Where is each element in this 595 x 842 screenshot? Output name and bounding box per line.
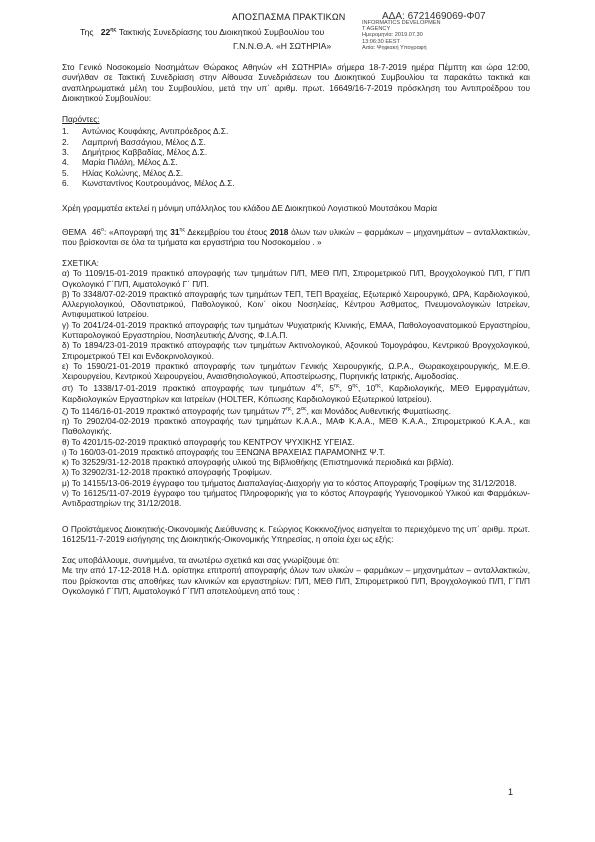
reference-item: ι) Το 160/03-01-2019 πρακτικό απογραφής του ΞΕΝΩΝΑ ΒΡΑΧΕΙΑΣ ΠΑΡΑΜΟΝΗΣ Ψ.Τ. — [62, 446, 386, 457]
stamp-line: Αιτία: Ψηφιακή Υπογραφή — [362, 44, 427, 51]
intro-paragraph: Στο Γενικό Νοσοκομείο Νοσημάτων Θώρακος Αθηνών «Η ΣΩΤΗΡΙΑ» σήμερα 18-7-2019 ημέρα Πέμπτη και ώρα 12:00, συνήλθαν σε Τακτική Συνεδρίαση στην Αίθουσα Συνεδριάσεων του Διοικητικού Συμβουλίου τα παρακάτω τακτικά και αναπληρωματικά μέλη του Συμβουλίου, μετά την υπ΄ αριθμ. πρωτ. 16649/16-7-2019 πρόσκληση του Αντιπροέδρου του Διοικητικού Συμβουλίου: — [62, 62, 530, 103]
reference-item: κ) Το 32529/31-12-2018 πρακτικό απογραφής υλικού της Βιβλιοθήκης (Επιστημονικά περιοδικά και βιβλία). — [62, 457, 454, 468]
stamp-line: 13:06:30 EEST — [362, 38, 400, 45]
director-paragraph: Ο Προϊστάμενος Διοικητικής-Οικονομικής Διεύθυνσης κ. Γεώργιος Κοκκινοζήνος εισηγείται το περιεχόμενο της υπ΄ αριθμ. πρωτ. 16125/11-7-2019 εισήγησης της Διοικητικής-Οικονομικής Υπηρεσίας, η οποία έχει ως εξής: — [62, 523, 530, 544]
list-item: 3. Δημήτριος Καββαδίας, Μέλος Δ.Σ. — [62, 147, 208, 158]
present-title: Παρόντες: — [62, 114, 100, 125]
list-item: 2. Λαμπρινή Βασσάγιου, Μέλος Δ.Σ. — [62, 136, 206, 147]
reference-item: ν) Το 16125/11-07-2019 έγγραφο του τμήματος Πληροφορικής για το κόστος Απογραφής Υγειονομικού Υλικού και Φαρμάκων- Αντιδραστηρίων της 31/12/2018. — [62, 487, 530, 509]
closing-body: Με την από 17-12-2018 Η.Δ. ορίστηκε επιτροπή απογραφής όλων των υλικών – φαρμάκων – μηχανημάτων – ανταλλακτικών, που βρίσκονται στις αποθήκες των κλινικών και εργαστηρίων: Π/Π, ΜΕΘ Π/Π, Σπιρομετρικού Π/Π, Βρογχολογικού Π/Π, Γ΄Π/Π Ογκολογικό Γ΄Π/Π, Αιματολογικό Γ΄Π/Π αποτελούμενη από τους : — [62, 565, 530, 597]
references-title: ΣΧΕΤΙΚΑ: — [62, 257, 99, 268]
attendee-list — [62, 126, 530, 188]
list-item: 1. Αντώνιος Κουφάκης, Αντιπρόεδρος Δ.Σ. — [62, 126, 229, 137]
reference-item: γ) Το 2041/24-01-2019 πρακτικό απογραφής των τμημάτων Ψυχιατρικής Κλινικής, ΕΜΑΑ, Παθολογοανατομικού Εργαστηρίου, Κυτταρολογικού Εργαστηρίου, Νοσηλευτικής Δ/νσης, Φ.Ι.Α.Π. — [62, 319, 530, 340]
digital-signature-stamp — [362, 20, 532, 54]
reference-item: θ) Το 4201/15-02-2019 πρακτικό απογραφής του ΚΕΝΤΡΟΥ ΨΥΧΙΚΗΣ ΥΓΕΙΑΣ. — [62, 436, 355, 447]
reference-item: μ) Το 14155/13-06-2019 έγγραφο του τμήματος Διαπαλαγίας-Διαχορήγ για το κόστος Απογραφής Τροφίμων της 31/12/2018. — [62, 477, 517, 488]
list-item: 5. Ηλίας Κολώνης, Μέλος Δ.Σ. — [62, 167, 184, 178]
hospital-name: Γ.Ν.Ν.Θ.Α. «Η ΣΩΤΗΡΙΑ» — [233, 41, 332, 51]
document-title: ΑΠΟΣΠΑΣΜΑ ΠΡΑΚΤΙΚΩΝ — [232, 12, 346, 22]
references-section — [62, 258, 530, 509]
stamp-line: Ημερομηνία: 2019.07.30 — [362, 32, 423, 39]
document-header — [62, 12, 530, 58]
reference-item: δ) Το 1894/23-01-2019 πρακτικό απογραφής των τμημάτων Ακτινολογικού, Αξονικού Τομογράφου, Κεντρικού Βρογχολογικού, Σπιρομετρικού ΤΕΙ και Ενδοκρινολογικού. — [62, 340, 530, 361]
reference-item: στ) Το 1338/17-01-2019 πρακτικό απογραφής των τμημάτων $4^{\eta\varsigma}$, $5^{\eta\varsigma}$, $9^{\eta\varsigma}$, $10^{\eta\varsigma}$, Καρδιολογικής, ΜΕΘ Εμφραγμάτων, Καρδιολογικών Εργαστηρίων και Ιατρείων (HOLTER, Κόπωσης Καρδιολογικού Εξωτερικού Ιατρείου). — [62, 383, 530, 404]
secretary-line: Χρέη γραμματέα εκτελεί η μόνιμη υπάλληλος του κλάδου ΔΕ Διοικητικού Λογιστικού Μουτσάκου Μαρία — [62, 203, 438, 214]
list-item: 4. Μαρία Πιλάλη, Μέλος Δ.Σ. — [62, 157, 178, 168]
reference-item: α) Το 1109/15-01-2019 πρακτικό απογραφής των τμημάτων Π/Π, ΜΕΘ Π/Π, Σπιρομετρικού Π/Π, Βρογχολογικού Π/Π, Γ΄Π/Π Ογκολογικό Γ΄Π/Π, Αιματολογικό Γ΄ Π/Π. — [62, 268, 530, 289]
session-line: Της $22^{\eta\varsigma}$ Τακτικής Συνεδρίασης του Διοικητικού Συμβουλίου του — [80, 26, 325, 37]
document-page — [62, 12, 530, 596]
stamp-line: INFORMATICS DEVELOPMEN — [362, 20, 441, 26]
list-item: 6. Κωνσταντίνος Κουτρουμάνος, Μέλος Δ.Σ. — [62, 177, 235, 188]
reference-item: λ) Το 32902/31-12-2018 πρακτικό απογραφής Τροφίμων. — [62, 467, 272, 478]
reference-item: ζ) Το 1146/16-01-2019 πρακτικό απογραφής των τμημάτων $7^{\eta\varsigma}$, $2^{\alpha\varsigma}$, και Μονάδος Αυθεντικής Φυματίωσης. — [62, 405, 451, 416]
stamp-line: T AGENCY — [362, 26, 391, 33]
reference-item: η) Το 2902/04-02-2019 πρακτικό απογραφής των τμημάτων Κ.Α.Α., ΜΑΦ Κ.Α.Α., ΜΕΘ Κ.Α.Α., Σπιρομετρικού Κ.Α.Α., και Παθολογικής. — [62, 415, 530, 437]
ada-code: ΑΔΑ: 6721469069-Φ07 — [382, 11, 486, 22]
page-number: 1 — [508, 787, 514, 797]
topic-paragraph: ΘΕΜΑ $46^o$: «Απογραφή της $31^{\eta\varsigma}$ Δεκεμβρίου του έτους 2018 όλων των υλικών – φαρμάκων – μηχανημάτων – ανταλλακτικών, που βρίσκονται σε όλα τα τμήματα και εργαστήρια του Νοσοκομείου . » — [62, 226, 530, 247]
reference-item: β) Το 3348/07-02-2019 πρακτικό απογραφής των τμημάτων ΤΕΠ, ΤΕΠ Βραχείας, Εξωτερικό Χειρουργικό, ΩΡΑ, Καρδιολογικού, Αλλεργιολογικού, Οδοντιατρικού, Παθολογικού, Κοιν΄ οίκου Νοσηλείας, Κέντρου Άσθματος, Πνευμονολογικών Ιατρείων, Αντιφυματικού Ιατρείου. — [62, 288, 530, 320]
reference-item: ε) Το 1590/21-01-2019 πρακτικό απογραφής των τμημάτων Γενικής Χειρουργικής, Ω.Ρ.Α., Θωρακοχειρουργικής, Μ.Ε.Θ. Χειρουργείου, Κεντρικού Χειρουργείου, Αναισθησιολογικού, Αποστείρωσης, Πυρηνικής Ιατρικής, Αιμοδοσίας. — [62, 360, 530, 382]
closing-intro: Σας υποβάλλουμε, συνημμένα, τα ανωτέρω σχετικά και σας γνωρίζουμε ότι: — [62, 555, 340, 566]
